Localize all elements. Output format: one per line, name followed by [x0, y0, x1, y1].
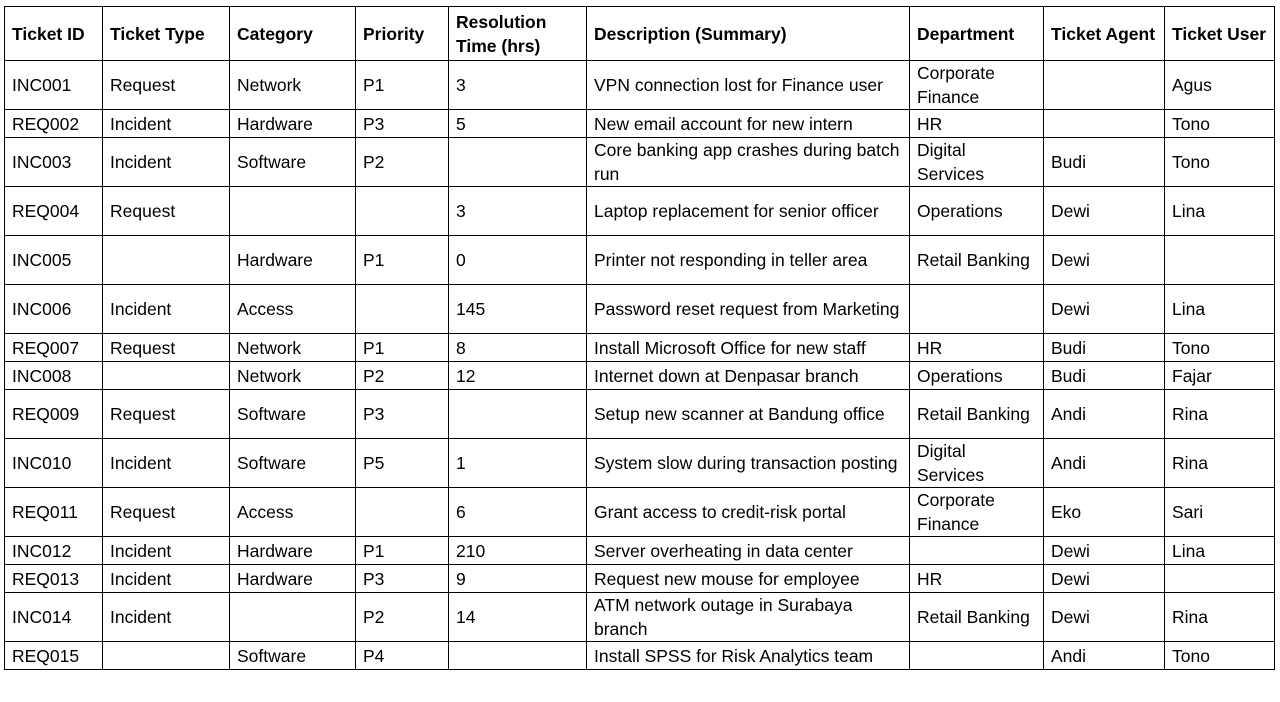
cell-priority: P2 [356, 593, 449, 642]
cell-department: Digital Services [910, 138, 1044, 187]
cell-category: Software [230, 138, 356, 187]
header-ticket-agent: Ticket Agent [1044, 7, 1165, 61]
cell-resolution-time: 6 [449, 488, 587, 537]
cell-priority: P3 [356, 110, 449, 138]
header-department: Department [910, 7, 1044, 61]
cell-ticket-agent: Budi [1044, 334, 1165, 362]
cell-ticket-user [1165, 565, 1275, 593]
cell-priority: P3 [356, 390, 449, 439]
cell-category: Software [230, 642, 356, 670]
cell-category: Network [230, 61, 356, 110]
ticket-table-container [4, 6, 1275, 670]
cell-ticket-type: Request [103, 488, 230, 537]
table-row [5, 565, 1275, 593]
cell-ticket-user: Rina [1165, 439, 1275, 488]
cell-ticket-agent: Andi [1044, 439, 1165, 488]
cell-ticket-id: INC003 [5, 138, 103, 187]
header-category: Category [230, 7, 356, 61]
cell-ticket-agent: Eko [1044, 488, 1165, 537]
header-priority: Priority [356, 7, 449, 61]
table-row [5, 334, 1275, 362]
cell-ticket-agent: Dewi [1044, 285, 1165, 334]
cell-resolution-time [449, 390, 587, 439]
cell-category: Software [230, 390, 356, 439]
cell-priority: P2 [356, 362, 449, 390]
table-row [5, 593, 1275, 642]
cell-ticket-agent: Dewi [1044, 187, 1165, 236]
cell-ticket-id: REQ011 [5, 488, 103, 537]
cell-category: Hardware [230, 110, 356, 138]
cell-category [230, 187, 356, 236]
cell-category [230, 593, 356, 642]
table-row [5, 285, 1275, 334]
cell-ticket-type: Incident [103, 565, 230, 593]
cell-ticket-id: INC014 [5, 593, 103, 642]
cell-ticket-type: Incident [103, 537, 230, 565]
cell-description: ATM network outage in Surabaya branch [587, 593, 910, 642]
cell-priority: P2 [356, 138, 449, 187]
cell-ticket-agent [1044, 61, 1165, 110]
cell-description: VPN connection lost for Finance user [587, 61, 910, 110]
cell-department: Corporate Finance [910, 61, 1044, 110]
cell-ticket-type: Request [103, 61, 230, 110]
ticket-table [4, 6, 1275, 670]
cell-ticket-type: Incident [103, 138, 230, 187]
cell-ticket-user: Agus [1165, 61, 1275, 110]
cell-description: Server overheating in data center [587, 537, 910, 565]
cell-department: Retail Banking [910, 390, 1044, 439]
table-row [5, 439, 1275, 488]
cell-ticket-agent: Budi [1044, 362, 1165, 390]
cell-category: Hardware [230, 537, 356, 565]
cell-resolution-time: 8 [449, 334, 587, 362]
cell-department [910, 285, 1044, 334]
cell-ticket-user: Tono [1165, 642, 1275, 670]
cell-resolution-time: 9 [449, 565, 587, 593]
header-ticket-id: Ticket ID [5, 7, 103, 61]
cell-ticket-agent: Dewi [1044, 593, 1165, 642]
cell-ticket-id: REQ009 [5, 390, 103, 439]
table-header-row [5, 7, 1275, 61]
table-row [5, 110, 1275, 138]
cell-resolution-time: 145 [449, 285, 587, 334]
table-row [5, 488, 1275, 537]
cell-priority: P1 [356, 537, 449, 565]
cell-ticket-type [103, 642, 230, 670]
cell-ticket-user: Lina [1165, 285, 1275, 334]
cell-ticket-type: Request [103, 187, 230, 236]
cell-ticket-agent: Andi [1044, 390, 1165, 439]
cell-ticket-type: Incident [103, 439, 230, 488]
cell-department: HR [910, 565, 1044, 593]
cell-description: Setup new scanner at Bandung office [587, 390, 910, 439]
cell-ticket-id: INC005 [5, 236, 103, 285]
cell-description: Install SPSS for Risk Analytics team [587, 642, 910, 670]
cell-category: Hardware [230, 236, 356, 285]
table-row [5, 187, 1275, 236]
cell-ticket-id: INC012 [5, 537, 103, 565]
cell-department: Digital Services [910, 439, 1044, 488]
header-description: Description (Summary) [587, 7, 910, 61]
cell-ticket-user: Lina [1165, 537, 1275, 565]
table-row [5, 362, 1275, 390]
header-resolution-time: Resolution Time (hrs) [449, 7, 587, 61]
cell-ticket-user: Rina [1165, 390, 1275, 439]
cell-description: System slow during transaction posting [587, 439, 910, 488]
cell-department: Retail Banking [910, 593, 1044, 642]
cell-description: Laptop replacement for senior officer [587, 187, 910, 236]
cell-department: HR [910, 110, 1044, 138]
cell-description: Printer not responding in teller area [587, 236, 910, 285]
cell-priority: P1 [356, 334, 449, 362]
table-row [5, 642, 1275, 670]
cell-priority: P4 [356, 642, 449, 670]
cell-department: Operations [910, 187, 1044, 236]
cell-resolution-time: 3 [449, 187, 587, 236]
cell-ticket-user: Sari [1165, 488, 1275, 537]
cell-resolution-time: 5 [449, 110, 587, 138]
cell-ticket-user: Fajar [1165, 362, 1275, 390]
cell-priority: P1 [356, 61, 449, 110]
cell-ticket-id: INC001 [5, 61, 103, 110]
cell-resolution-time: 12 [449, 362, 587, 390]
cell-resolution-time: 14 [449, 593, 587, 642]
cell-ticket-id: REQ002 [5, 110, 103, 138]
cell-ticket-type: Incident [103, 110, 230, 138]
cell-ticket-user: Tono [1165, 110, 1275, 138]
cell-department [910, 642, 1044, 670]
table-row [5, 61, 1275, 110]
cell-department: Corporate Finance [910, 488, 1044, 537]
cell-department: Operations [910, 362, 1044, 390]
cell-category: Software [230, 439, 356, 488]
cell-ticket-user: Tono [1165, 334, 1275, 362]
cell-department: Retail Banking [910, 236, 1044, 285]
cell-ticket-user: Rina [1165, 593, 1275, 642]
cell-ticket-id: REQ015 [5, 642, 103, 670]
table-row [5, 138, 1275, 187]
header-ticket-type: Ticket Type [103, 7, 230, 61]
cell-priority [356, 488, 449, 537]
cell-ticket-id: REQ004 [5, 187, 103, 236]
table-row [5, 236, 1275, 285]
cell-department: HR [910, 334, 1044, 362]
cell-ticket-agent [1044, 110, 1165, 138]
cell-ticket-id: INC006 [5, 285, 103, 334]
cell-ticket-agent: Dewi [1044, 537, 1165, 565]
cell-ticket-user: Lina [1165, 187, 1275, 236]
cell-ticket-agent: Andi [1044, 642, 1165, 670]
table-row [5, 537, 1275, 565]
cell-ticket-agent: Dewi [1044, 236, 1165, 285]
cell-category: Network [230, 334, 356, 362]
cell-ticket-id: INC008 [5, 362, 103, 390]
cell-ticket-user [1165, 236, 1275, 285]
cell-priority: P5 [356, 439, 449, 488]
table-body [5, 61, 1275, 670]
cell-ticket-user: Tono [1165, 138, 1275, 187]
cell-ticket-agent: Dewi [1044, 565, 1165, 593]
header-ticket-user: Ticket User [1165, 7, 1275, 61]
cell-ticket-agent: Budi [1044, 138, 1165, 187]
cell-priority: P1 [356, 236, 449, 285]
cell-ticket-type [103, 362, 230, 390]
table-row [5, 390, 1275, 439]
cell-department [910, 537, 1044, 565]
cell-description: Password reset request from Marketing [587, 285, 910, 334]
cell-resolution-time [449, 138, 587, 187]
cell-ticket-id: INC010 [5, 439, 103, 488]
cell-category: Hardware [230, 565, 356, 593]
cell-ticket-type: Request [103, 390, 230, 439]
cell-ticket-type [103, 236, 230, 285]
cell-description: Install Microsoft Office for new staff [587, 334, 910, 362]
cell-resolution-time: 3 [449, 61, 587, 110]
cell-priority [356, 187, 449, 236]
cell-description: Core banking app crashes during batch run [587, 138, 910, 187]
cell-description: New email account for new intern [587, 110, 910, 138]
cell-resolution-time: 210 [449, 537, 587, 565]
cell-resolution-time [449, 642, 587, 670]
cell-category: Access [230, 488, 356, 537]
cell-description: Internet down at Denpasar branch [587, 362, 910, 390]
cell-ticket-id: REQ013 [5, 565, 103, 593]
cell-priority: P3 [356, 565, 449, 593]
cell-ticket-id: REQ007 [5, 334, 103, 362]
cell-category: Network [230, 362, 356, 390]
cell-description: Grant access to credit-risk portal [587, 488, 910, 537]
cell-ticket-type: Request [103, 334, 230, 362]
cell-resolution-time: 0 [449, 236, 587, 285]
cell-ticket-type: Incident [103, 593, 230, 642]
cell-ticket-type: Incident [103, 285, 230, 334]
cell-resolution-time: 1 [449, 439, 587, 488]
cell-description: Request new mouse for employee [587, 565, 910, 593]
cell-priority [356, 285, 449, 334]
cell-category: Access [230, 285, 356, 334]
